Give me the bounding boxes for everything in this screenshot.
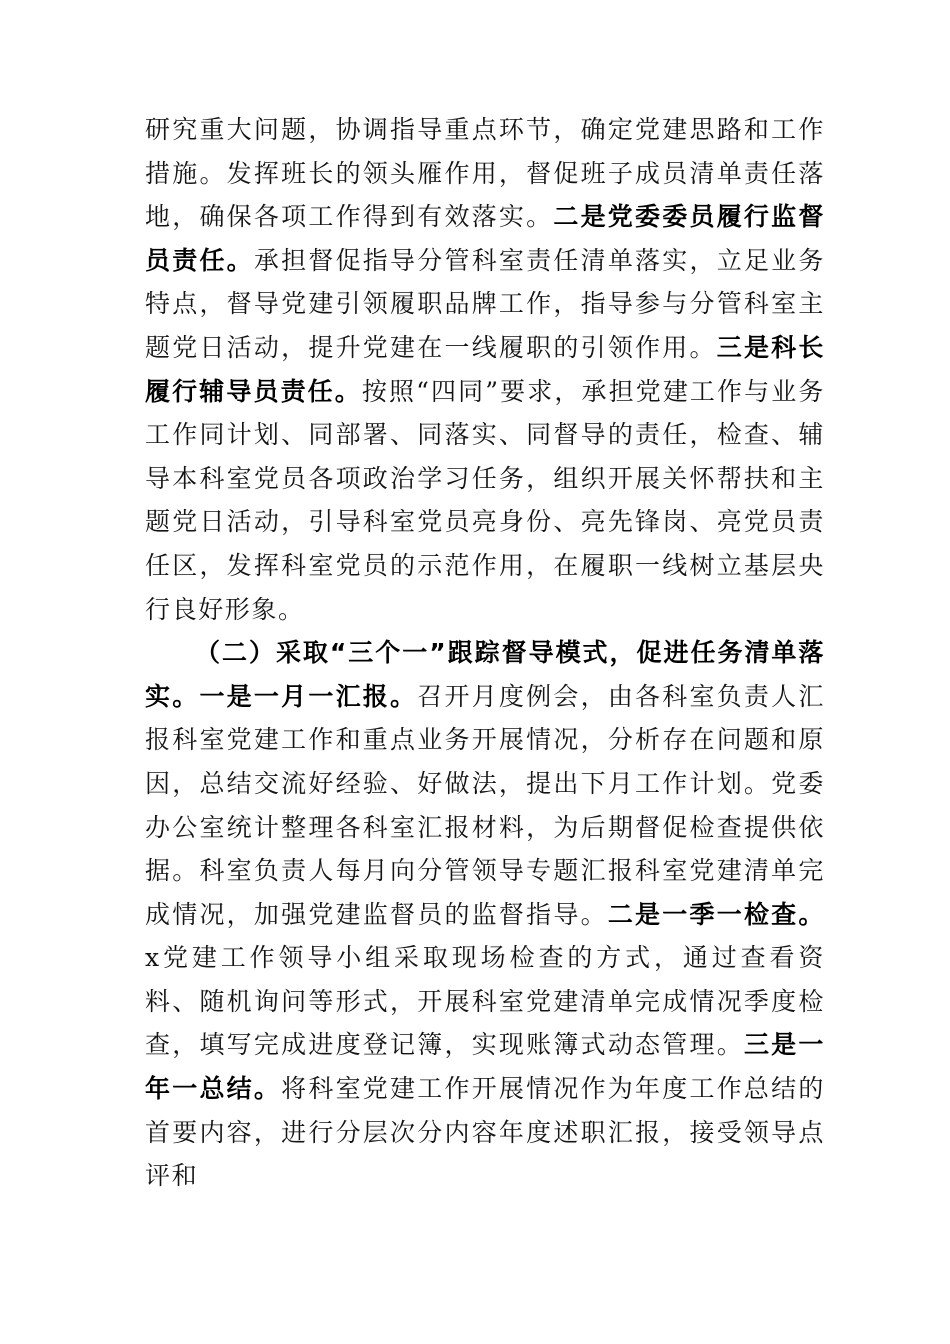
paragraph-text: 研究重大问题，协调指导重点环节，确定党建思路和工作措施。发挥班长的领头雁作用，督促班子成员清单责任落地，确保各项工作得到有效落实。: [145, 115, 825, 232]
bold-heading: 三是一年一总结。: [145, 1030, 825, 1104]
paragraph-text: 召开月度例会，由各科室负责人汇报科室党建工作和重点业务开展情况，分析存在问题和原因，总结交流好经验、好做法，提出下月工作计划。党委办公室统计整理各科室汇报材料，为后期督促检查提供依据。科室负责人每月向分管领导专题汇报科室党建清单完成情况，加强党建监督员的监督指导。: [145, 681, 825, 929]
section-heading: （二）采取“三个一”跟踪督导模式，促进任务清单落实。: [145, 638, 825, 711]
document-body: [145, 108, 825, 1198]
paragraph-text: 将科室党建工作开展情况作为年度工作总结的首要内容，进行分层次分内容年度述职汇报，接受领导点评和: [145, 1074, 825, 1191]
paragraph-text: 承担督促指导分管科室责任清单落实，立足业务特点，督导党建引领履职品牌工作，指导参与分管科室主题党日活动，提升党建在一线履职的引领作用。: [145, 245, 825, 362]
bold-heading: 一是一月一汇报。: [199, 681, 418, 711]
bold-heading: 三是科长履行辅导员责任。: [145, 332, 825, 406]
bold-heading: 二是党委委员履行监督员责任。: [145, 202, 825, 275]
paragraph-text: 按照“四同”要求，承担党建工作与业务工作同计划、同部署、同落实、同督导的责任，检查、辅导本科室党员各项政治学习任务，组织开展关怀帮扶和主题党日活动，引导科室党员亮身份、亮先锋岗、亮党员责任区，发挥科室党员的示范作用，在履职一线树立基层央行良好形象。: [145, 376, 825, 624]
paragraph-text: x党建工作领导小组采取现场检查的方式，通过查看资料、随机询问等形式，开展科室党建清单完成情况季度检查，填写完成进度登记簿，实现账簿式动态管理。: [145, 943, 825, 1060]
paragraph-1: [145, 108, 825, 631]
paragraph-2: [145, 631, 825, 1198]
bold-heading: 二是一季一检查。: [607, 899, 825, 929]
